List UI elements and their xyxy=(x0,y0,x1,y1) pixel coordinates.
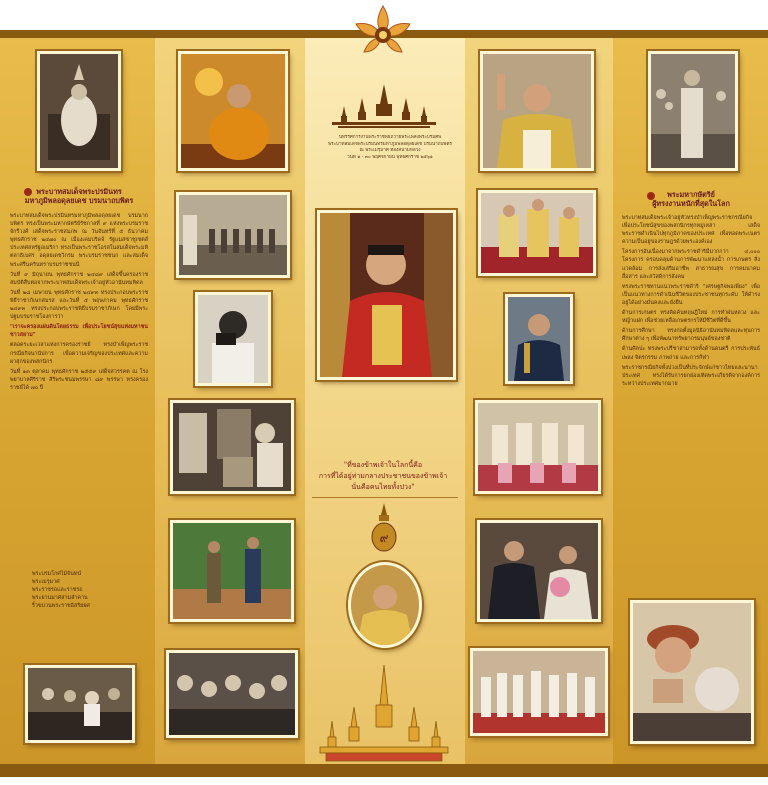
king-monkhood-photo xyxy=(178,51,288,171)
king-painting-photo xyxy=(170,400,294,494)
right-heading-line-2: ผู้ทรงงานหนักที่สุดในโลก xyxy=(652,199,730,208)
left-heading-line-1: พระบาทสมเด็จพระปรมินทร xyxy=(36,187,122,196)
event-line-4: วันที่ ๑ - ๓๐ พฤศจิกายน พุทธศักราช ๒๕๖๑ xyxy=(347,154,433,160)
left-list xyxy=(32,570,148,610)
list-item: ริ้วขบวนพระราชอิสริยยศ xyxy=(32,603,90,610)
king-portrait-photo xyxy=(317,210,456,380)
king-with-people-photo xyxy=(166,650,298,738)
right-body-text xyxy=(622,214,760,592)
king-throne-photo xyxy=(37,51,121,171)
right-heading xyxy=(622,190,760,208)
list-item: พระบรมโกศไม้จันทน์ xyxy=(32,571,82,577)
event-line-2: พระบาทสมเด็จพระปรมินทรมหาภูมิพลอดุลยเดช บรมนาถบพิตร xyxy=(328,141,452,147)
king-saxophone-photo xyxy=(505,294,573,384)
left-heading xyxy=(10,187,148,205)
emblem-numeral: ๙ xyxy=(379,531,389,545)
right-paragraph: พระบาทสมเด็จพระเจ้าอยู่หัวทรงบำเพ็ญพระราชกรณียกิจเพื่อประโยชน์สุขของพสกนิกรทุกหมู่เหล่า เสด็จพระราชดำเนินไปทุกภูมิภาคของประเทศ เพื่อทอดพระเนตรความเป็นอยู่ของราษฎรด้วยพระองค์เอง xyxy=(622,215,760,246)
left-paragraph: วันที่ ๒๘ เมษายน พุทธศักราช ๒๔๙๓ ทรงประกอบพระราชพิธีราชาภิเษกสมรส และวันที่ ๕ พฤษภาคม พุทธศักราช ๒๔๙๓ ทรงประกอบพระราชพิธีบรมราชาภิเษก โดยมีพระปฐมบรมราชโองการว่า xyxy=(10,289,148,321)
king-leaving-car-photo xyxy=(25,665,135,743)
right-paragraph: ทรงพระราชทานแนวพระราชดำริ "เศรษฐกิจพอเพียง" เพื่อเป็นแนวทางการดำเนินชีวิตของประชาชนทุกระดับ ให้ดำรงอยู่ได้อย่างมั่นคงและยั่งยืน xyxy=(622,283,760,306)
royal-crematorium-illustration xyxy=(328,82,440,132)
quote-line-3: นั่นคือคนไทยทั้งปวง" xyxy=(351,483,415,491)
king-rural-visit-photo xyxy=(170,520,294,622)
event-line-1: นิทรรศการงานพระราชพิธีถวายพระเพลิงพระบรมศพ xyxy=(338,135,442,140)
royal-family-photo xyxy=(478,190,596,276)
left-body-text xyxy=(10,212,148,532)
quote-line-1: "ที่ของข้าพเจ้าในโลกนี้คือ xyxy=(343,461,423,469)
left-paragraph: ตลอดระยะเวลาแห่งการครองราชย์ ทรงบำเพ็ญพระราชกรณียกิจนานัปการ เพื่อความเจริญของประเทศและความผาสุกของพสกนิกร xyxy=(10,342,148,365)
left-paragraph: พระบาทสมเด็จพระปรมินทรมหาภูมิพลอดุลยเดช บรมนาถบพิตร ทรงเป็นพระมหากษัตริย์รัชกาลที่ ๙ แห่งพระบรมราชจักรีวงศ์ เสด็จพระราชสมภพ ณ วันจันทร์ที่ ๕ ธันวาคม พุทธศักราช ๒๔๗๐ ณ เมืองเคมบริดจ์ รัฐแมสซาชูเซตส์ ประเทศสหรัฐอเมริกา ทรงเป็นพระราชโอรสในสมเด็จพระมหิตลาธิเบศร อดุลยเดชวิกรม พระบรมราชชนก และสมเด็จพระศรีนครินทราบรมราชชนนี xyxy=(10,213,148,268)
left-paragraph-emphasis: "เราจะครองแผ่นดินโดยธรรม เพื่อประโยชน์สุขแห่งมหาชนชาวสยาม" xyxy=(10,324,148,339)
royal-reception-photo xyxy=(470,648,608,736)
right-paragraph: โครงการอันเนื่องมาจากพระราชดำริมีมากกว่า ๔,๐๐๐ โครงการ ครอบคลุมด้านการพัฒนาแหล่งน้ำ การเกษตร สิ่งแวดล้อม การส่งเสริมอาชีพ สาธารณสุข การคมนาคมสื่อสาร และสวัสดิการสังคม xyxy=(622,249,760,280)
right-paragraph: ด้านศิลปะ ทรงพระปรีชาสามารถทั้งด้านดนตรี การประพันธ์เพลง จิตรกรรม ภาพถ่าย และการกีฬา xyxy=(622,346,760,361)
list-item: พระราชรถและราชรถ xyxy=(32,587,83,594)
bottom-border-band xyxy=(0,763,768,777)
royal-family-group-photo xyxy=(475,400,601,494)
center-divider xyxy=(312,497,458,498)
right-paragraph: ด้านการเกษตร ทรงคิดค้นทฤษฎีใหม่ การทำฝนหลวง และหญ้าแฝก เพื่อช่วยเหลือเกษตรกรให้มีชีวิตที่ดีขึ้น xyxy=(622,310,760,325)
king-blessing-elder-photo xyxy=(630,600,754,744)
king-queen-greeting-photo xyxy=(477,520,601,622)
list-item: พระเมรุมาศ xyxy=(32,579,60,586)
left-paragraph: วันที่ ๙ มิถุนายน พุทธศักราช ๒๔๘๙ เสด็จขึ้นครองราชสมบัติสืบต่อจากพระบาทสมเด็จพระเจ้าอยู่หัวอานันทมหิดล xyxy=(10,271,148,286)
list-item: พระยานมาศสามลำคาน xyxy=(32,595,88,602)
right-paragraph: พระราชกรณียกิจทั้งปวงเป็นที่ประจักษ์แก่ชาวไทยและนานาประเทศ ทรงได้รับการยกย่องเทิดพระเกียรติจากองค์การระหว่างประเทศมากมาย xyxy=(622,364,760,387)
crematorium-bottom-illustration xyxy=(318,665,450,763)
event-caption xyxy=(318,135,462,161)
king-military-review-photo xyxy=(176,192,290,278)
left-paragraph: วันที่ ๑๓ ตุลาคม พุทธศักราช ๒๕๕๙ เสด็จสวรรคต ณ โรงพยาบาลศิริราช สิริพระชนมพรรษา ๘๙ พรรษา ทรงครองราชย์ได้ ๗๐ ปี xyxy=(10,368,148,391)
king-waving-photo xyxy=(480,51,594,171)
king-oval-portrait-photo xyxy=(348,562,422,648)
left-heading-line-2: มหาภูมิพลอดุลยเดช บรมนาถบพิตร xyxy=(24,196,134,205)
lotus-ornament-icon xyxy=(350,2,416,64)
right-heading-line-1: พระมหากษัตริย์ xyxy=(667,190,715,199)
royal-quote xyxy=(307,460,459,493)
event-line-3: ณ พระเมรุมาศ ท้องสนามหลวง xyxy=(359,148,421,154)
king-camera-photo xyxy=(195,292,271,386)
quote-line-2: การที่ได้อยู่ท่ามกลางประชาชนของข้าพเจ้า xyxy=(318,472,448,480)
royal-emblem-icon xyxy=(370,503,398,553)
king-walking-photo xyxy=(648,51,738,171)
right-paragraph: ด้านการศึกษา ทรงก่อตั้งมูลนิธิอานันทมหิดลและทุนการศึกษาต่าง ๆ เพื่อพัฒนาทรัพยากรมนุษย์ของชาติ xyxy=(622,328,760,343)
